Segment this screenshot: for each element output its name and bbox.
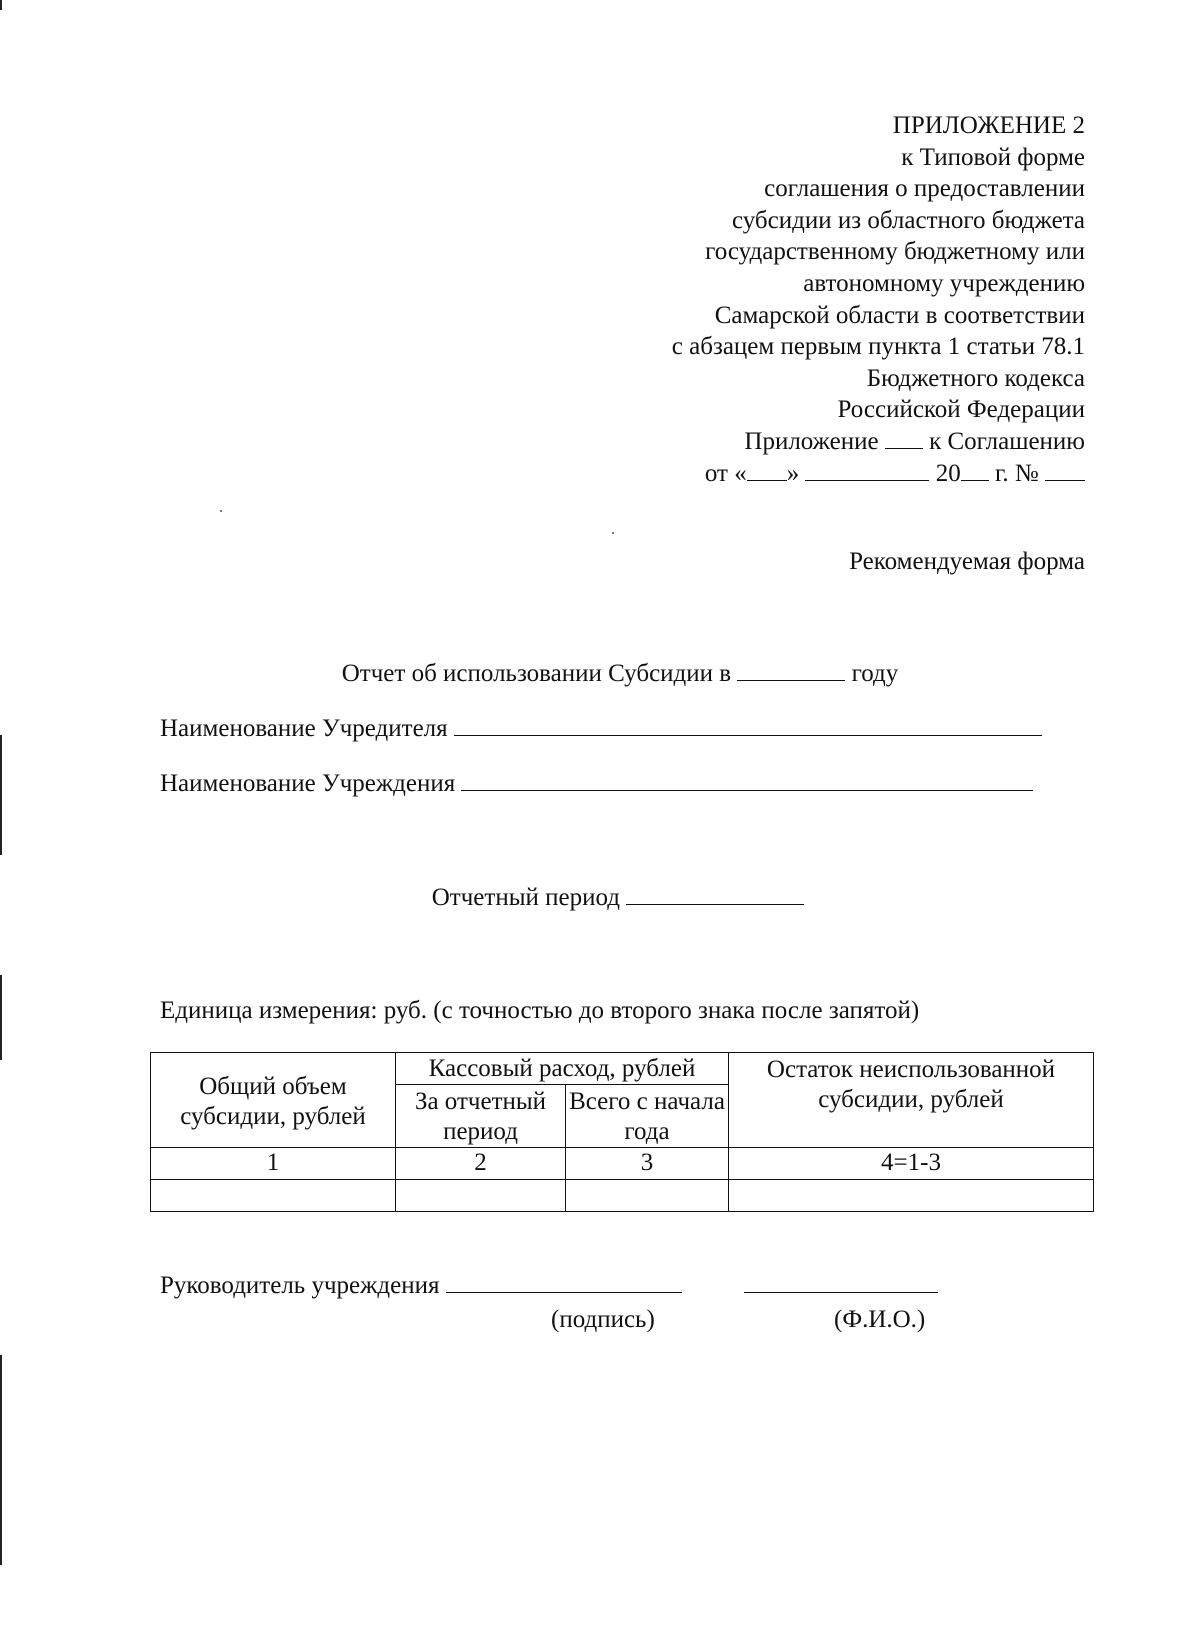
reporting-period-cell[interactable]	[396, 1180, 566, 1212]
header-line: автономному учреждению	[803, 269, 1085, 297]
since-year-start-cell[interactable]	[566, 1180, 729, 1212]
column-number: 2	[396, 1148, 566, 1180]
founder-name-field[interactable]	[454, 734, 1042, 736]
header-line: с абзацем первым пункта 1 статьи 78.1	[671, 333, 1085, 361]
agreement-date-line	[672, 458, 1085, 490]
header-total-subsidy: Общий объем субсидии, рублей	[151, 1053, 396, 1148]
date-from-label: от «	[704, 459, 747, 487]
scan-edge-mark	[0, 0, 2, 10]
scan-edge-mark	[0, 975, 2, 1060]
column-number: 1	[151, 1148, 396, 1180]
period-field[interactable]	[626, 903, 804, 905]
report-title-suffix: году	[851, 660, 899, 687]
recommended-form-label: Рекомендуемая форма	[849, 548, 1085, 575]
annex-line	[672, 426, 1085, 458]
table-row	[151, 1180, 1094, 1212]
date-day-field[interactable]	[747, 479, 787, 481]
unused-balance-cell[interactable]	[729, 1180, 1094, 1212]
full-name-field[interactable]	[744, 1291, 938, 1293]
appendix-header	[672, 110, 1085, 489]
header-line: государственному бюджетному или	[705, 238, 1085, 266]
period-row	[0, 884, 1200, 912]
institution-row	[160, 770, 1033, 798]
date-quote-close: »	[786, 459, 800, 487]
units-note: Единица измерения: руб. (с точностью до второго знака после запятой)	[160, 997, 920, 1024]
header-reporting-period: За отчетный период	[396, 1085, 566, 1148]
date-year-field[interactable]	[961, 479, 989, 481]
column-number: 4=1-3	[729, 1148, 1094, 1180]
report-table	[150, 1052, 1094, 1212]
table-row	[151, 1148, 1094, 1180]
header-line: Бюджетного кодекса	[866, 364, 1085, 392]
date-number-label: г. №	[994, 459, 1039, 487]
agreement-number-field[interactable]	[1045, 479, 1085, 481]
header-line: к Типовой форме	[901, 143, 1085, 171]
scan-edge-mark	[0, 1355, 2, 1565]
report-title-prefix: Отчет об использовании Субсидии в	[341, 660, 732, 687]
total-subsidy-cell[interactable]	[151, 1180, 396, 1212]
signature-caption: (подпись)	[551, 1306, 655, 1333]
report-title	[0, 660, 1200, 688]
scan-speck	[612, 532, 614, 534]
date-year-prefix: 20	[935, 459, 961, 487]
scan-edge-mark	[0, 735, 2, 855]
header-line: субсидии из областного бюджета	[731, 206, 1085, 234]
signature-row	[160, 1272, 938, 1300]
header-cash-expense: Кассовый расход, рублей	[396, 1053, 729, 1085]
director-label: Руководитель учреждения	[160, 1272, 440, 1299]
scan-speck	[220, 510, 222, 512]
header-line: Российской Федерации	[837, 396, 1085, 424]
annex-prefix: Приложение	[744, 427, 879, 455]
signature-field[interactable]	[446, 1291, 682, 1293]
report-year-field[interactable]	[737, 679, 845, 681]
column-number: 3	[566, 1148, 729, 1180]
header-line: соглашения о предоставлении	[764, 175, 1085, 203]
annex-number-field[interactable]	[885, 447, 923, 449]
institution-label: Наименование Учреждения	[160, 770, 456, 797]
period-label: Отчетный период	[431, 884, 620, 911]
date-month-field[interactable]	[805, 479, 929, 481]
founder-label: Наименование Учредителя	[160, 715, 448, 742]
institution-name-field[interactable]	[461, 789, 1033, 791]
header-line: ПРИЛОЖЕНИЕ 2	[892, 112, 1085, 139]
founder-row	[160, 715, 1042, 743]
full-name-caption: (Ф.И.О.)	[834, 1306, 926, 1333]
header-since-year-start: Всего с начала года	[566, 1085, 729, 1148]
header-line: Самарской области в соответствии	[714, 301, 1085, 329]
annex-suffix: к Соглашению	[929, 427, 1085, 455]
header-unused-balance: Остаток неиспользованной субсидии, рублей	[729, 1053, 1094, 1148]
